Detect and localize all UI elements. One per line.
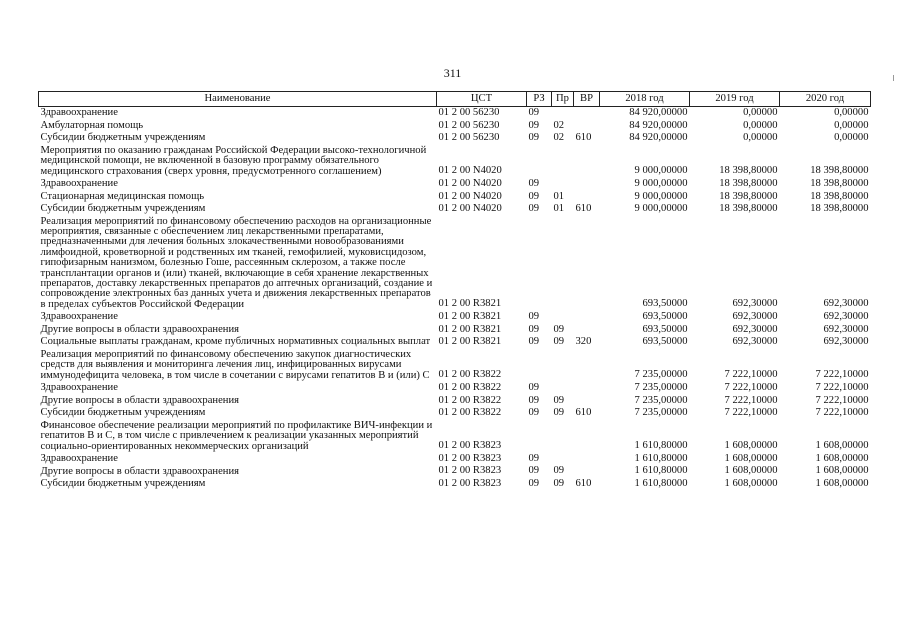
rz-cell: 09 (528, 132, 540, 144)
table-row (39, 311, 871, 324)
value-2019-cell: 18 398,80000 (719, 190, 778, 202)
header-rz: РЗ (527, 92, 552, 107)
pr-cell: 02 (553, 132, 565, 144)
rz-cell (527, 216, 552, 311)
rz-cell: 09 (528, 407, 540, 419)
pr-cell: 01 (553, 203, 565, 215)
table-row (39, 203, 871, 216)
value-2020-cell: 18 398,80000 (810, 203, 869, 215)
rz-cell: 09 (528, 394, 540, 406)
pr-cell: 09 (553, 407, 565, 419)
pr-cell: 01 (553, 190, 565, 202)
name-cell: Другие вопросы в области здравоохранения (40, 394, 239, 406)
header-name: Наименование (39, 92, 437, 107)
pr-cell: 09 (553, 336, 565, 348)
header-vr: ВР (574, 92, 600, 107)
value-2020-cell: 1 608,00000 (815, 478, 869, 490)
pr-cell (552, 216, 574, 311)
table-row (39, 191, 871, 204)
value-2018-cell: 693,50000 (642, 336, 688, 348)
vr-cell: 610 (575, 132, 592, 144)
rz-cell: 09 (528, 452, 540, 464)
cst-cell: 01 2 00 R3823 (438, 452, 502, 464)
value-2018-cell: 9 000,00000 (634, 165, 688, 177)
rz-cell: 09 (528, 336, 540, 348)
value-2018-cell: 1 610,80000 (634, 478, 688, 490)
value-2020-cell: 7 222,10000 (815, 381, 869, 393)
value-2019-cell: 0,00000 (743, 107, 778, 118)
table-row (39, 395, 871, 408)
table-row (39, 216, 871, 311)
name-cell: Здравоохранение (40, 453, 118, 465)
pr-cell (552, 349, 574, 382)
vr-cell (574, 324, 600, 337)
name-cell: Субсидии бюджетным учреждениям (40, 203, 206, 215)
value-2020-cell: 0,00000 (834, 107, 869, 118)
name-cell: Здравоохранение (40, 178, 118, 190)
cst-cell: 01 2 00 R3822 (438, 381, 502, 393)
value-2018-cell: 1 610,80000 (634, 465, 688, 477)
value-2019-cell: 1 608,00000 (724, 440, 778, 452)
value-2020-cell: 1 608,00000 (815, 465, 869, 477)
vr-cell (574, 216, 600, 311)
header-2019: 2019 год (690, 92, 780, 107)
pr-cell: 09 (553, 478, 565, 490)
pr-cell: 02 (553, 119, 565, 131)
value-2019-cell: 692,30000 (732, 323, 778, 335)
vr-cell (574, 349, 600, 382)
value-2019-cell: 0,00000 (743, 132, 778, 144)
pr-cell (552, 382, 574, 395)
name-cell: Здравоохранение (40, 382, 118, 394)
vr-cell (574, 465, 600, 478)
vr-cell: 610 (575, 478, 592, 490)
cst-cell: 01 2 00 56230 (438, 119, 500, 131)
name-cell: Другие вопросы в области здравоохранения (40, 465, 239, 477)
value-2019-cell: 692,30000 (732, 336, 778, 348)
cst-cell: 01 2 00 R3822 (438, 394, 502, 406)
header-2018: 2018 год (600, 92, 690, 107)
rz-cell: 09 (528, 190, 540, 202)
value-2019-cell: 692,30000 (732, 298, 778, 310)
value-2020-cell: 18 398,80000 (810, 177, 869, 189)
value-2020-cell: 692,30000 (823, 298, 869, 310)
vr-cell: 610 (575, 203, 592, 215)
value-2019-cell: 1 608,00000 (724, 452, 778, 464)
rz-cell: 09 (528, 177, 540, 189)
table-row (39, 453, 871, 466)
cst-cell: 01 2 00 N4020 (438, 190, 502, 202)
value-2019-cell: 7 222,10000 (724, 394, 778, 406)
rz-cell: 09 (528, 107, 540, 118)
vr-cell (574, 382, 600, 395)
name-cell: Здравоохранение (40, 107, 118, 119)
value-2020-cell: 7 222,10000 (815, 407, 869, 419)
table-header-row (39, 92, 871, 107)
value-2020-cell: 0,00000 (834, 132, 869, 144)
rz-cell: 09 (528, 381, 540, 393)
value-2020-cell: 1 608,00000 (815, 440, 869, 452)
name-cell: Субсидии бюджетным учреждениям (40, 478, 206, 490)
value-2019-cell: 7 222,10000 (724, 407, 778, 419)
vr-cell (574, 145, 600, 178)
name-cell: Мероприятия по оказанию гражданам Российской Федерации высоко-технологичной медицинской помощи, не включенной в базовую программу обязательного медицинского страхования (сверх уровня, предусмотренного соглашением) (40, 144, 427, 177)
rz-cell: 09 (528, 119, 540, 131)
vr-cell (574, 311, 600, 324)
cst-cell: 01 2 00 56230 (438, 107, 500, 118)
table-row (39, 382, 871, 395)
value-2018-cell: 9 000,00000 (634, 190, 688, 202)
rz-cell (527, 349, 552, 382)
value-2020-cell: 0,00000 (834, 119, 869, 131)
value-2018-cell: 693,50000 (642, 311, 688, 323)
table-row (39, 336, 871, 349)
table-row (39, 107, 871, 120)
name-cell: Реализация мероприятий по финансовому обеспечению расходов на организационные мероприятия, связанные с обеспечением лиц лекарственными препаратами, предназначенными для лечения больных злокачественными новообразованиями лимфоидной, кроветворной и родственных им тканей, гемофилией, муковисцидозом, гипофизарным нанизмом, болезнью Гоше, рассеянным склерозом, а также после трансплантации органов и (или) тканей, включающие в себя хранение лекарственных препаратов, доставку лекарственных препаратов до аптечных организаций, создание и сопровождение электронных баз данных учета и движения лекарственных препаратов в пределах субъектов Российской Федерации (40, 215, 433, 310)
value-2018-cell: 9 000,00000 (634, 177, 688, 189)
cst-cell: 01 2 00 R3823 (438, 478, 502, 490)
name-cell: Субсидии бюджетным учреждениям (40, 407, 206, 419)
pr-cell: 09 (553, 323, 565, 335)
value-2020-cell: 18 398,80000 (810, 190, 869, 202)
vr-cell (574, 191, 600, 204)
value-2019-cell: 0,00000 (743, 119, 778, 131)
vr-cell (574, 420, 600, 453)
pr-cell: 09 (553, 465, 565, 477)
pr-cell (552, 453, 574, 466)
cst-cell: 01 2 00 R3823 (438, 465, 502, 477)
rz-cell (527, 420, 552, 453)
value-2020-cell: 7 222,10000 (815, 369, 869, 381)
name-cell: Стационарная медицинская помощь (40, 190, 205, 202)
rz-cell (527, 145, 552, 178)
cst-cell: 01 2 00 R3821 (438, 336, 502, 348)
pr-cell: 09 (553, 394, 565, 406)
value-2018-cell: 7 235,00000 (634, 407, 688, 419)
cst-cell: 01 2 00 R3821 (438, 323, 502, 335)
value-2019-cell: 18 398,80000 (719, 165, 778, 177)
rz-cell: 09 (528, 203, 540, 215)
value-2018-cell: 84 920,00000 (629, 107, 688, 118)
table-row (39, 324, 871, 337)
value-2018-cell: 693,50000 (642, 323, 688, 335)
vr-cell (574, 453, 600, 466)
value-2020-cell: 18 398,80000 (810, 165, 869, 177)
rz-cell: 09 (528, 478, 540, 490)
value-2019-cell: 18 398,80000 (719, 203, 778, 215)
cst-cell: 01 2 00 56230 (438, 132, 500, 144)
value-2018-cell: 84 920,00000 (629, 132, 688, 144)
value-2019-cell: 7 222,10000 (724, 381, 778, 393)
name-cell: Реализация мероприятий по финансовому обеспечению закупок диагностических средств для выявления и мониторинга лечения лиц, инфицированных вирусами иммунодефицита человека, в том числе в сочетании с вирусами гепатитов В и (или) С (40, 348, 430, 381)
name-cell: Социальные выплаты гражданам, кроме публичных нормативных социальных выплат (40, 336, 431, 348)
vr-cell (574, 178, 600, 191)
value-2018-cell: 7 235,00000 (634, 381, 688, 393)
cst-cell: 01 2 00 N4020 (438, 177, 502, 189)
table-row (39, 478, 871, 491)
value-2018-cell: 7 235,00000 (634, 394, 688, 406)
value-2018-cell: 84 920,00000 (629, 119, 688, 131)
table-row (39, 349, 871, 382)
value-2018-cell: 7 235,00000 (634, 369, 688, 381)
edge-mark (893, 75, 894, 81)
pr-cell (552, 420, 574, 453)
pr-cell (552, 107, 574, 120)
name-cell: Субсидии бюджетным учреждениям (40, 132, 206, 144)
value-2020-cell: 7 222,10000 (815, 394, 869, 406)
cst-cell: 01 2 00 N4020 (438, 203, 502, 215)
value-2018-cell: 1 610,80000 (634, 452, 688, 464)
vr-cell (574, 120, 600, 133)
value-2020-cell: 692,30000 (823, 323, 869, 335)
cst-cell: 01 2 00 R3822 (438, 369, 502, 381)
value-2019-cell: 7 222,10000 (724, 369, 778, 381)
value-2018-cell: 693,50000 (642, 298, 688, 310)
table-row (39, 407, 871, 420)
page-number: 311 (443, 66, 462, 80)
value-2020-cell: 692,30000 (823, 336, 869, 348)
header-cst: ЦСТ (437, 92, 527, 107)
rz-cell: 09 (528, 311, 540, 323)
vr-cell: 320 (575, 336, 592, 348)
header-pr: Пр (552, 92, 574, 107)
value-2019-cell: 692,30000 (732, 311, 778, 323)
cst-cell: 01 2 00 R3821 (438, 298, 502, 310)
table-row (39, 465, 871, 478)
vr-cell: 610 (575, 407, 592, 419)
name-cell: Амбулаторная помощь (40, 119, 144, 131)
table-row (39, 178, 871, 191)
rz-cell: 09 (528, 465, 540, 477)
table-body (39, 107, 871, 491)
rz-cell: 09 (528, 323, 540, 335)
table-row (39, 145, 871, 178)
value-2018-cell: 1 610,80000 (634, 440, 688, 452)
name-cell: Здравоохранение (40, 311, 118, 323)
cst-cell: 01 2 00 R3821 (438, 311, 502, 323)
vr-cell (574, 107, 600, 120)
cst-cell: 01 2 00 R3823 (438, 440, 502, 452)
vr-cell (574, 395, 600, 408)
pr-cell (552, 311, 574, 324)
name-cell: Другие вопросы в области здравоохранения (40, 323, 239, 335)
value-2020-cell: 1 608,00000 (815, 452, 869, 464)
value-2019-cell: 1 608,00000 (724, 465, 778, 477)
value-2019-cell: 1 608,00000 (724, 478, 778, 490)
table-row (39, 420, 871, 453)
value-2019-cell: 18 398,80000 (719, 177, 778, 189)
header-2020: 2020 год (780, 92, 871, 107)
pr-cell (552, 178, 574, 191)
cst-cell: 01 2 00 R3822 (438, 407, 502, 419)
budget-table (38, 91, 871, 491)
cst-cell: 01 2 00 N4020 (438, 165, 502, 177)
value-2018-cell: 9 000,00000 (634, 203, 688, 215)
value-2020-cell: 692,30000 (823, 311, 869, 323)
table-row (39, 132, 871, 145)
pr-cell (552, 145, 574, 178)
table-row (39, 120, 871, 133)
name-cell: Финансовое обеспечение реализации мероприятий по профилактике ВИЧ-инфекции и гепатитов В и С, в том числе с привлечением к реализации указанных мероприятий социально-ориентированных некоммерческих организаций (40, 419, 433, 452)
